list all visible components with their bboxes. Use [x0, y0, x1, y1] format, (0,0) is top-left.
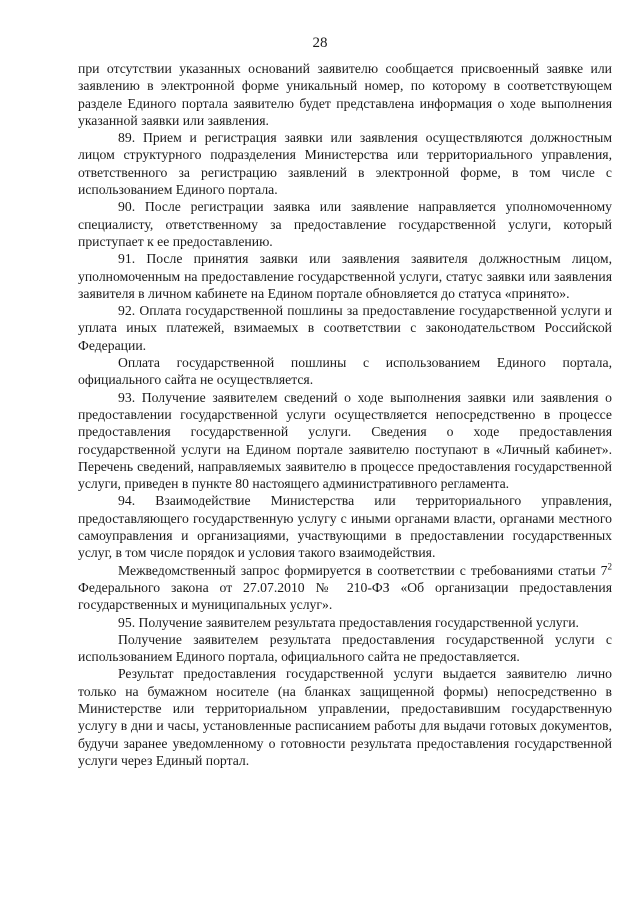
- paragraph-92: 92. Оплата государственной пошлины за предоставление государственной услуги и уплата иных платежей, взимаемых в соответствии с законодательством Российской Федерации.: [78, 303, 612, 353]
- paragraph-95-portal-note: Получение заявителем результата предоставления государственной услуги с использованием Единого портала, официального сайта не предоставляется.: [78, 631, 612, 665]
- paragraph-89: 89. Прием и регистрация заявки или заявления осуществляются должностным лицом структурного подразделения Министерства или территориального управления, ответственного за регистрацию заявлений в электронной форме, в том числе с использованием Единого портала.: [78, 130, 612, 198]
- paragraph-continuation: при отсутствии указанных оснований заявителю сообщается присвоенный заявке или заявлению в электронной форме уникальный номер, по которому в соответствующем разделе Единого портала заявителю будет представлена информация о ходе выполнения указанной заявки или заявления.: [78, 61, 612, 128]
- paragraph-90: 90. После регистрации заявка или заявление направляется уполномоченному специалисту, ответственному за предоставление государственной услуги, который приступает к ее предоставлению.: [78, 199, 612, 249]
- paragraph-94-interagency-request: [78, 562, 612, 614]
- paragraph-94: 94. Взаимодействие Министерства или территориального управления, предоставляющего государственную услугу с иными органами власти, органами местного самоуправления и организациями, участвующими в предоставлении государственных услуг, в том числе порядок и условия такого взаимодействия.: [78, 493, 612, 561]
- paragraph-94-text-after: Федерального закона от 27.07.2010 № 210-ФЗ «Об организации предоставления государственных и муниципальных услуг».: [78, 579, 612, 613]
- document-body: [78, 60, 612, 769]
- paragraph-94-text-before: Межведомственный запрос формируется в соответствии с требованиями статьи 7: [118, 562, 608, 578]
- paragraph-94-superscript: 2: [607, 561, 612, 572]
- paragraph-92-note: Оплата государственной пошлины с использованием Единого портала, официального сайта не осуществляется.: [78, 355, 612, 388]
- paragraph-95: 95. Получение заявителем результата предоставления государственной услуги.: [118, 614, 579, 630]
- page-number: 28: [312, 35, 328, 51]
- paragraph-95-result-delivery: Результат предоставления государственной услуги выдается заявителю лично только на бумажном носителе (на бланках защищенной формы) непосредственно в Министерстве или территориальном управлении, предоставившим государственную услугу в дни и часы, установленные расписанием работы для выдачи готовых документов, будучи заранее уведомленному о готовности результата предоставления государственной услуги через Единый портал.: [78, 666, 612, 768]
- paragraph-91: 91. После принятия заявки или заявления заявителя должностным лицом, уполномоченным на предоставление государственной услуги, статус заявки или заявления заявителя в личном кабинете на Едином портале обновляется до статуса «принято».: [78, 251, 612, 301]
- paragraph-93: 93. Получение заявителем сведений о ходе выполнения заявки или заявления о предоставлении государственной услуги осуществляется непосредственно в процессе предоставления государственной услуги. Сведения о ходе предоставления государственной услуги на Едином портале заявителю поступают в «Личный кабинет». Перечень сведений, направляемых заявителю в процессе предоставления государственной услуги, приведен в пункте 80 настоящего административного регламента.: [78, 389, 612, 492]
